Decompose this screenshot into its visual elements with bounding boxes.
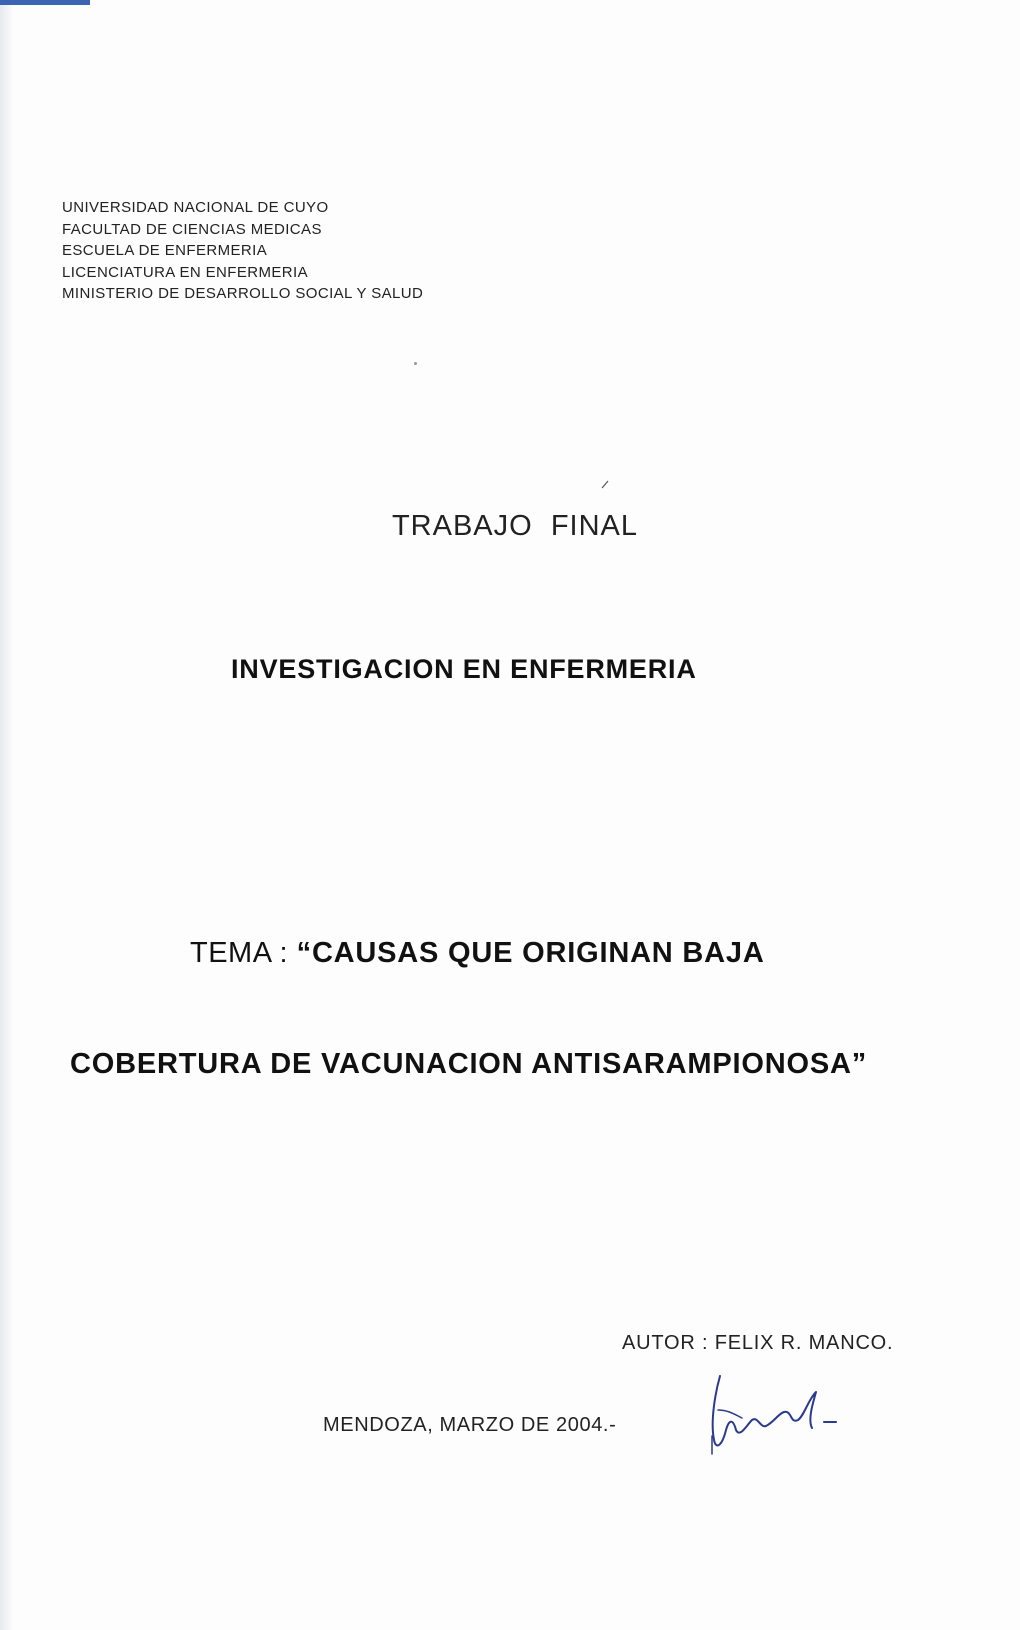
- tema-label: TEMA :: [190, 937, 297, 969]
- scan-edge-shadow: [0, 0, 14, 1630]
- header-line-ministry: MINISTERIO DE DESARROLLO SOCIAL Y SALUD: [62, 285, 424, 302]
- author-line: AUTOR : FELIX R. MANCO.: [622, 1332, 894, 1354]
- tema-text-line1: “CAUSAS QUE ORIGINAN BAJA: [296, 937, 765, 969]
- scan-mark: [600, 478, 612, 490]
- subject-title: INVESTIGACION EN ENFERMERIA: [231, 654, 697, 684]
- header-line-school: ESCUELA DE ENFERMERIA: [62, 242, 268, 259]
- tema-text-line2: COBERTURA DE VACUNACION ANTISARAMPIONOSA”: [70, 1048, 868, 1080]
- scan-speck: [414, 362, 417, 365]
- scan-edge-accent: [0, 0, 90, 5]
- author-signature: [708, 1370, 858, 1460]
- header-line-degree: LICENCIATURA EN ENFERMERIA: [62, 263, 308, 281]
- header-line-faculty: FACULTAD DE CIENCIAS MEDICAS: [62, 220, 322, 238]
- institution-header: [62, 197, 423, 305]
- place-date-line: MENDOZA, MARZO DE 2004.-: [323, 1414, 617, 1436]
- tema-line-1: [190, 937, 765, 970]
- document-type-title: TRABAJO FINAL: [391, 510, 639, 542]
- header-line-university: UNIVERSIDAD NACIONAL DE CUYO: [62, 199, 329, 216]
